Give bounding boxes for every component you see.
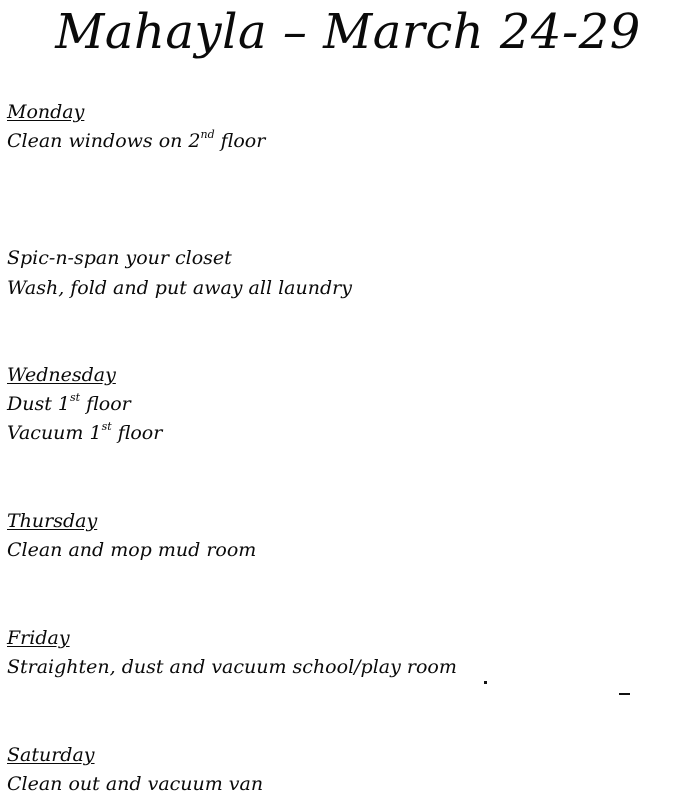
- day-heading-friday: Friday: [7, 627, 70, 649]
- task-text: Clean and mop mud room: [7, 539, 257, 561]
- day-heading-wednesday: Wednesday: [7, 364, 116, 386]
- task-text: Clean out and vacuum van: [7, 773, 264, 795]
- day-heading-thursday: Thursday: [7, 510, 98, 532]
- day-heading-saturday: Saturday: [7, 744, 95, 766]
- task-item: [7, 390, 131, 415]
- task-text: Straighten, dust and vacuum school/play room: [7, 656, 457, 678]
- task-item: [7, 127, 266, 152]
- scan-speck: [619, 693, 630, 695]
- task-item: [7, 539, 256, 561]
- task-text: Clean windows on 2: [7, 130, 201, 152]
- task-text: Vacuum 1: [7, 422, 102, 444]
- task-ordinal: nd: [200, 127, 215, 141]
- task-item: [7, 656, 457, 678]
- task-text-after: floor: [111, 422, 163, 444]
- task-text: Spic-n-span your closet: [7, 247, 232, 269]
- task-ordinal: st: [101, 419, 112, 433]
- task-text-after: floor: [80, 393, 131, 415]
- task-item: [7, 247, 232, 269]
- task-item: [7, 419, 163, 444]
- task-item: [7, 773, 263, 795]
- task-ordinal: st: [69, 390, 81, 404]
- task-item: [7, 277, 352, 299]
- task-text-after: floor: [214, 130, 266, 152]
- page-title: Mahayla – March 24-29: [55, 4, 641, 60]
- task-text: Wash, fold and put away all laundry: [7, 277, 352, 299]
- task-text: Dust 1: [7, 393, 70, 415]
- day-heading-monday: Monday: [7, 101, 85, 123]
- scan-speck: [484, 681, 487, 684]
